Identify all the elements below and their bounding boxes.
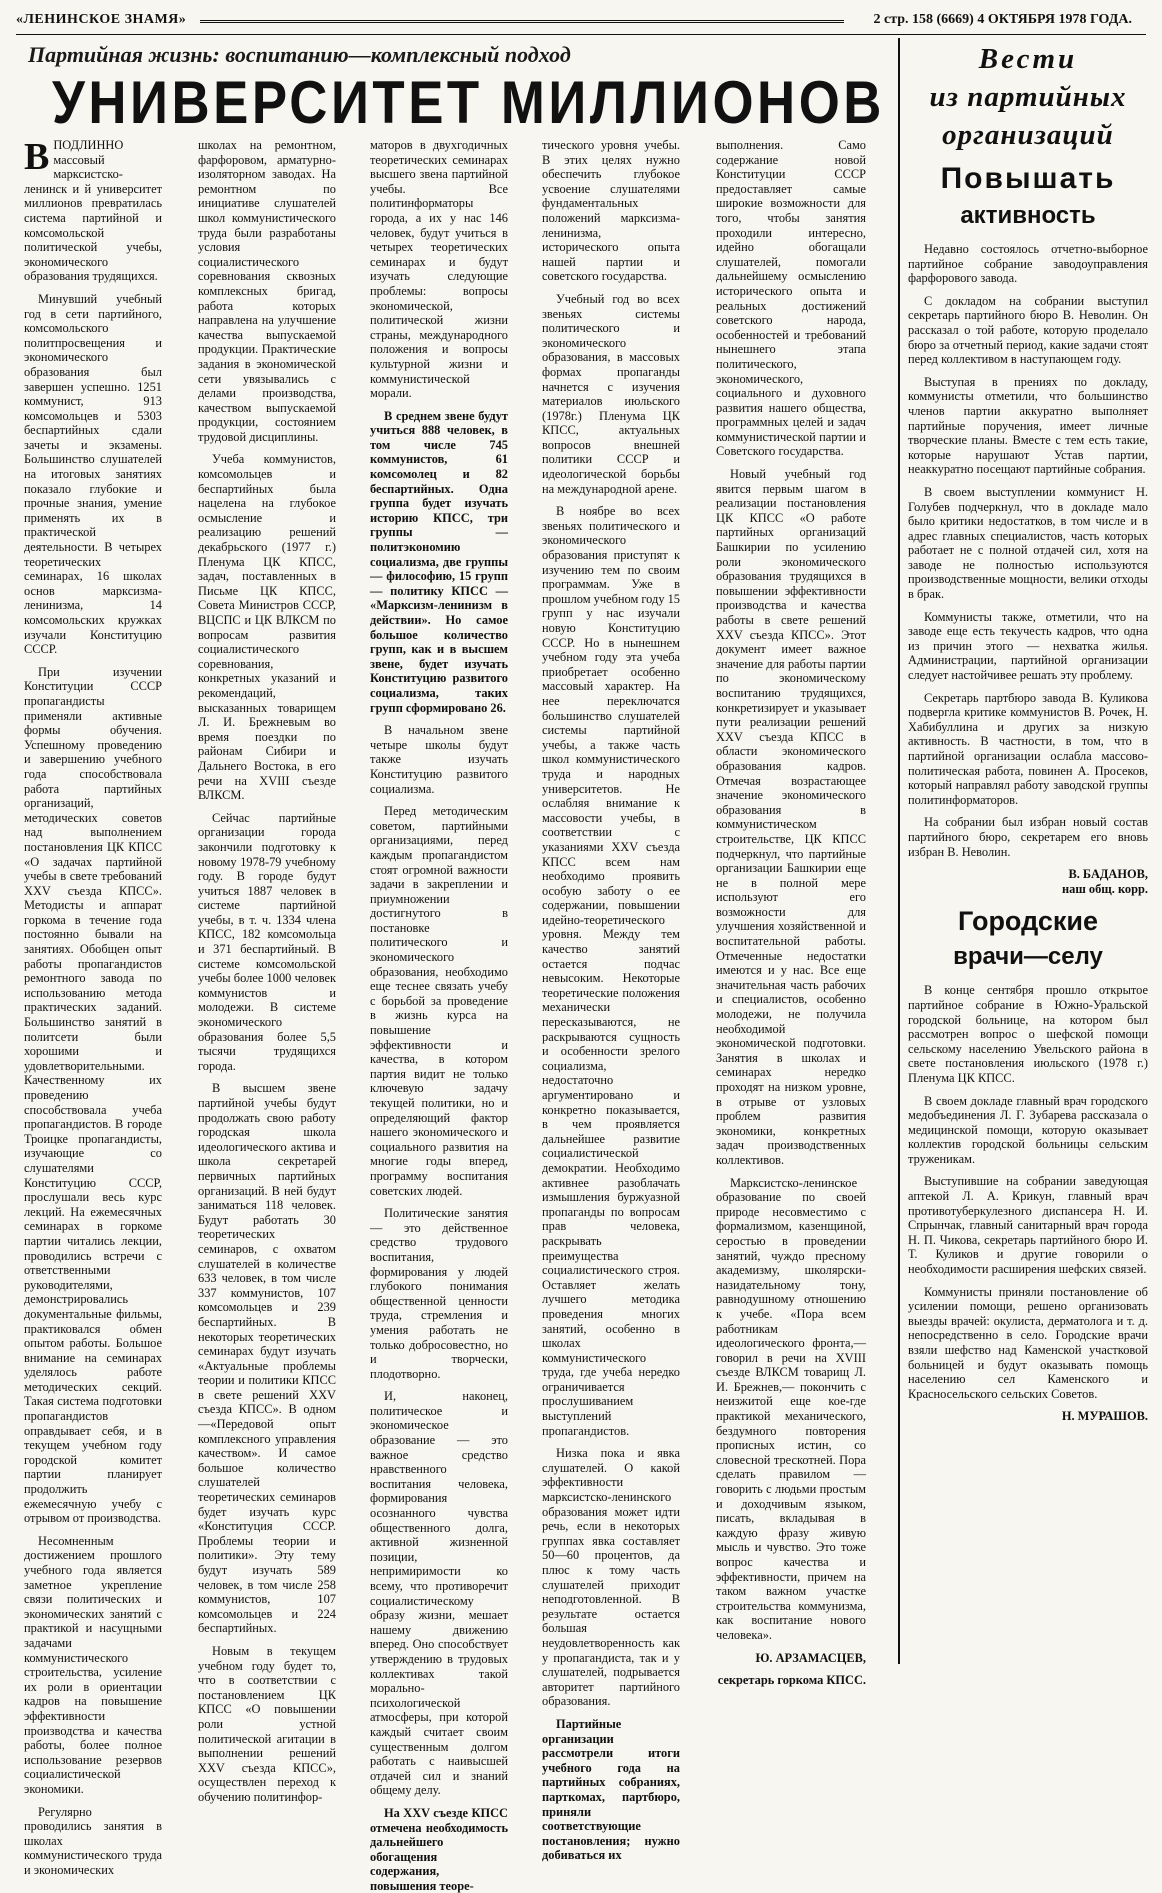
sidebar-heading-line-2: из партийных: [929, 81, 1127, 113]
paragraph: Минувший учебный год в сети партийного, комсомольского политпросвещения и экономического образования был завершен успешно. 1251 коммунист, 913 комсомольцев и 5303 беспартийных сдали зачеты и экзамены. Большинство слушателей на итоговых занятиях показало глубокие и прочные знания, умение применять их в практической деятельности. В четырех теоретических семинарах, 16 школах основ марксизма-ленинизма, 14 комсомольских кружках изучали Конституцию СССР.: [24, 291, 162, 657]
sidebar-heading-line-3: организаций: [942, 119, 1114, 151]
paragraph: При изучении Конституции СССР пропагандисты применяли активные формы обучения. Успешному проведению и завершению учебного года способствовала работа партийных организаций, методических советов над выполнением постановления ЦК КПСС «О задачах партийной учебы в свете требований XXV съезда КПСС». Методисты и аппарат горкома в течение года постоянно бывали на занятиях. Обобщен опыт работы пропагандистов ремонтного завода по использованию метода практических заданий. Большинство занятий в политсети были хорошими и удовлетворительными. Качественному их проведению способствовала учеба пропагандистов. В городе Троицке пропагандисты, изучающие со слушателями Конституцию СССР, прослушали весь курс лекций. На ежемесячных семинарах в горкоме партии читались лекции, проводились встречи с ответственными руководителями, демонстрировались документальные фильмы, практиковался обмен опытом работы. Большое внимание на семинарах уделялось работе методических секций. Такая система подготовки пропагандистов оправдывает себя, и в текущем учебном году городской комитет партии планирует продолжить ежемесячную учебу с отрывом от производства.: [24, 664, 162, 1526]
paragraph: В ноябре во всех звеньях политического и экономического образования приступят к изучению тем по своим программам. Уже в прошлом учебном году 15 групп у нас изучали новую Конституцию СССР. Но в нынешнем учебном году эта учеба приобретает особенно массовый характер. На нее переключатся большинство слушателей системы партийной учебы, а также часть школ коммунистического труда и народных университетов. Не ослабляя внимание к массовости учебы, в соответствии с указаниями XXV съезда КПСС всем нам необходимо проявить особую заботу о ее содержании, повышении идейно-теоретического уровня. Между тем качество занятий остается подчас невысоким. Некоторые теоретические положения механически пересказываются, не раскрываются сущность и особенности зрелого социализма, недостаточно аргументировано и конкретно показывается, в чем проявляется дальнейшее развитие социалистической демократии. Необходимо активнее разоблачать измышления буржуазной пропаганды по вопросам прав человека, раскрывать преимущества социалистического строя. Оставляет желать лучшего методика проведения многих занятий, особенно в школах коммунистического труда, где учеба нередко ограничивается прослушиванием выступлений пропагандистов.: [542, 504, 681, 1438]
paragraph: И, наконец, политическое и экономическое образование — это важное средство нравственного воспитания человека, формирования осознанного чувства общественного долга, активной жизненной позиции, непримиримости ко всему, что противоречит социалистическому образу жизни, мешает нашему движению вперед. Оно способствует утверждению в трудовых коллективах такой морально-психологической атмосферы, при которой каждый считает своим существенным долгом работать с наивысшей отдачей сил и знаний общему делу.: [370, 1389, 508, 1798]
paragraph: Политические занятия — это действенное средство трудового воспитания, формирования у людей глубокого понимания общественной ценности труда, стремления и умения работать не только добросовестно, но и творчески, плодотворно.: [370, 1206, 508, 1381]
article-title: УНИВЕРСИТЕТ МИЛЛИОНОВ: [52, 69, 885, 136]
article-rubric: Партийная жизнь: воспитанию—комплексный подход: [28, 42, 571, 67]
author-name: Ю. АРЗАМАСЦЕВ,: [755, 1650, 866, 1665]
article-2-title-line-2: врачи—селу: [953, 943, 1103, 971]
article-column-2: [198, 138, 336, 1804]
paragraph: Учеба коммунистов, комсомольцев и беспартийных была нацелена на глубокое осмысление и реализацию решений декабрьского (1977 г.) Пленума ЦК КПСС, задач, поставленных в Письме ЦК КПСС, Совета Министров СССР, ВЦСПС и ЦК ВЛКСМ по вопросам развития социалистического соревнования, конкретных указаний и рекомендаций, высказанных товарищем Л. И. Брежневым во время поездки по районам Сибири и Дальнего Востока, в его речи на XVIII съезде ВЛКСМ.: [198, 452, 336, 803]
header-rule: [200, 20, 844, 23]
article-column-1: [24, 136, 162, 1877]
paragraph: Партийные организации рассмотрели итоги учебного года на партийных собраниях, парткомах, партбюро, приняли соответствующие постановления; нужно добиваться их: [542, 1716, 680, 1863]
paragraph: В начальном звене четыре школы будут также изучать Конституцию развитого социализма.: [370, 723, 508, 796]
drop-cap: В: [24, 136, 50, 178]
paragraph: Новый учебный год явится первым шагом в реализации постановления ЦК КПСС «О работе партийных организаций Башкирии по усилению роли экономического образования трудящихся в повышении эффективности производства и качества работы в свете решений XXV съезда КПСС». Этот документ имеет важное значение для работы партии по экономическому воспитанию трудящихся, конкретизирует и указывает пути реализации решений XXV съезда КПСС в области экономического образования кадров. Отмечая возрастающее значение экономического образования в коммунистическом строительстве, ЦК КПСС подчеркнул, что партийные организации Башкирии еще не в полной мере используют его возможности для улучшения хозяйственной и воспитательной работы. Отмеченные недостатки имеются и у нас. Все еще значительная часть рабочих и специалистов, особенно молодежи, не получила необходимой экономической подготовки. Занятия в школах и семинарах нередко проходят на низком уровне, в отрыве от узловых проблем развития экономики, конкретных задач производственных коллективов.: [716, 467, 866, 1167]
issue-info: 2 стр. 158 (6669) 4 ОКТЯБРЯ 1978 ГОДА.: [873, 12, 1132, 27]
article-column-4: [542, 138, 681, 1863]
article-1-title-line-1: Повышать: [940, 162, 1116, 195]
article-2-body: [908, 983, 1148, 1424]
paragraph: В среднем звене будут учиться 888 человек, в том числе 745 коммунистов, 61 комсомолец и 82 беспартийных. Одна группа будет изучать историю КПСС, три группы — политэкономию социализма, две группы — философию, 15 групп — политику КПСС — «Марксизм-ленинизм в действии». Но самое большое количество групп, как и в высшем звене, будет изучать Конституцию развитого социализма, таких групп сформировано 26.: [370, 408, 508, 715]
paragraph: Несомненным достижением прошлого учебного года является заметное укрепление связи политических и экономических занятий с практикой и насущными задачами коммунистического строительства, усиление их роли в ориентации кадров на повышение эффективности производства и качества работы, более полное использование резервов социалистической экономики.: [24, 1533, 162, 1796]
paragraph: На собрании был избран новый состав партийного бюро, секретарем его вновь избран В. Неволин.: [908, 815, 1148, 859]
paragraph: тического уровня учебы. В этих целях нужно обеспечить глубокое усвоение слушателями фундаментальных положений марксизма-ленинизма, исторического опыта нашей партии и советского государства.: [542, 138, 680, 284]
newspaper-header: [0, 0, 1162, 40]
paragraph: Низка пока и явка слушателей. О какой эффективности марксистско-ленинского образования может идти речь, если в некоторых группах явка составляет 50—60 процентов, да плюс к тому часть слушателей приходит неподготовленной. В результате остается большая неудовлетворенность как у пропагандиста, так и у слушателей, подрывается авторитет партийного образования.: [542, 1446, 680, 1709]
article-2-title-line-1: Городские: [957, 906, 1098, 937]
paragraph: Перед методическим советом, партийными организациями, перед каждым пропагандистом стоят огромной важности задачи в закреплении и приумножении достигнутого в постановке политического и экономического образования, необходимо еще теснее связать учебу с борьбой за проведение в жизнь курса на повышение эффективности и качества, в котором партия видит не только ключевую задачу текущей политики, но и определяющий фактор нашего экономического и социального развития на многие годы вперед, программу воспитания советских людей.: [370, 804, 508, 1198]
article-column-5: [716, 138, 866, 1688]
paragraph: В конце сентября прошло открытое партийное собрание в Южно-Уральской городской больнице, на котором был рассмотрен вопрос о шефской помощи сельскому населению Увельского района в свете постановления июльского (1978 г.) Пленума ЦК КПСС.: [908, 983, 1148, 1085]
author-name: Н. МУРАШОВ.: [1061, 1409, 1148, 1424]
paragraph: Секретарь партбюро завода В. Куликова подвергла критике коммунистов В. Рочек, Н. Хабибуллина и других за низкую активность. В частности, в том, что в партийной организации ослабла массово-политическая работа, повинен А. Просеков, который направлял работу заводской группы политинформаторов.: [908, 690, 1148, 807]
paragraph: Недавно состоялось отчетно-выборное партийное собрание заводоуправления фарфорового завода.: [908, 242, 1148, 286]
paragraph: Выступившие на собрании заведующая аптекой Л. А. Крикун, главный врач противотуберкулезного диспансера Н. И. Спрынчак, главный санитарный врач города Н. П. Чикова, секретарь партийного бюро И. Т. Куликов и другие говорили о необходимости расширения шефских связей.: [908, 1174, 1148, 1277]
sidebar-news: [908, 38, 1148, 1664]
paragraph: В своем докладе главный врач городского медобъединения Л. Г. Зубарева рассказала о медицинской помощи, которую оказывает коллектив городской больницы сельским труженикам.: [908, 1093, 1148, 1166]
paragraph: маторов в двухгодичных теоретических семинарах высшего звена партийной учебы. Все политинформаторы города, а их у нас 146 человек, будут учиться в четырех теоретических семинарах и будут изучать следующие проблемы: вопросы экономической, политической жизни страны, международного положения и вопросы культурной жизни и коммунистической морали.: [370, 138, 508, 401]
header-bottom-rule: [16, 34, 1146, 35]
sidebar-heading-line-1: Вести: [978, 43, 1078, 75]
author-title: секретарь горкома КПСС.: [717, 1673, 866, 1688]
author-name: В. БАДАНОВ,: [1068, 867, 1148, 882]
paragraph: В своем выступлении коммунист Н. Голубев подчеркнул, что в докладе мало было критики недостатков, в том числе и в адрес главных специалистов, часть которых работает не с полной отдачей сил, хотя на заводе не полностью используются производственные мощности, велики отходы в брак.: [908, 484, 1148, 602]
paragraph: С докладом на собрании выступил секретарь партийного бюро В. Неволин. Он рассказал о той работе, которую проделало бюро за отчетный период, какие задачи стоят перед коллективом в наступающем году.: [908, 293, 1148, 367]
article-1-body: [908, 242, 1148, 896]
paragraph: На XXV съезде КПСС отмечена необходимость дальнейшего обогащения содержания, повышения теоре-: [370, 1805, 508, 1893]
author-title: наш общ. корр.: [1062, 881, 1148, 896]
paragraph: Коммунисты приняли постановление об усилении помощи, решено организовать выезды врачей: окулиста, дерматолога и т. д. непосредственно в село. Городские врачи взяли шефство над Каменской участковой больницей и будут оказывать помощь населению сел Каменского и Красносельского сельских Советов.: [908, 1284, 1148, 1401]
paragraph: В высшем звене партийной учебы будут продолжать свою работу городская школа идеологического актива и школа секретарей первичных партийных организаций. В ней будут заниматься 118 человек. Будут работать 30 теоретических семинаров, с охватом слушателей в количестве 633 человек, в том числе 337 коммунистов, 107 комсомольцев и 239 беспартийных. В некоторых теоретических семинарах будут изучать «Актуальные проблемы теории и политики КПСС в свете решений XXV съезда КПСС». В одном—«Передовой опыт комплексного управления качеством». И самое большое количество слушателей теоретических семинаров будет изучать курс «Конституция СССР. Проблемы теории и политики». Эту тему будут изучать 589 человек, в том числе 258 коммунистов, 107 комсомольцев и 224 беспартийных.: [198, 1081, 336, 1636]
paragraph: Марксистско-ленинское образование по своей природе несовместимо с формализмом, казенщиной, серостью в проведении занятий, чуждо пресному академизму, школярски-назидательному тону, равнодушному отношению к учебе. «Пора всем работникам идеологического фронта,— говорил в речи на XVIII съезде ВЛКСМ товарищ Л. И. Брежнев,— покончить с неизжитой еще кое-где практикой механического, бездумного повторения прописных истин, со словесной трескотней. Пора сделать правилом — говорить с людьми простым и доходчивым языком, писать, вкладывая в каждую фразу живую мысль и чувство. Это тоже вопрос качества и эффективности, причем на таком важном участке строительства коммунизма, как воспитание нового человека».: [716, 1175, 866, 1642]
paragraph: выполнения. Само содержание новой Конституции СССР предоставляет самые широкие возможности для того, чтобы занятия проходили интересно, идейно обогащали слушателей, помогали дальнейшему осмыслению исторического опыта и реальных достижений советского народа, особенностей и требований нынешнего этапа политического, экономического, социального и духовного развития нашего общества, программных целей и задач коммунистической партии и Советского государства.: [716, 138, 866, 459]
main-article: [16, 38, 896, 1893]
paragraph: Выступая в прениях по докладу, коммунисты отметили, что большинство членов партии аккуратно выполняет партийные поручения, имеет личные творческие планы. Вместе с тем есть такие, которые нарушают Устав партии, неаккуратно посещают партийные собрания.: [908, 374, 1148, 477]
article-column-3: [370, 138, 508, 1893]
sidebar-divider: [898, 38, 900, 1664]
paragraph: школах на ремонтном, фарфоровом, арматурно-изоляторном заводах. На ремонтном по инициативе слушателей школ коммунистического труда были разработаны условия социалистического соревнования сквозных комплексных бригад, работа которых направлена на улучшение качества выпускаемой продукции. Практические задания в экономической сети увязывались с делами производства, качеством выпускаемой продукции, состоянием трудовой дисциплины.: [198, 138, 336, 444]
paragraph: ВПОДЛИННО массовый марксистско-ленинск и й университет миллионов превратилась система партийной и комсомольской политической учебы, экономического образования трудящихся.: [24, 136, 162, 284]
newspaper-name: «ЛЕНИНСКОЕ ЗНАМЯ»: [16, 12, 187, 27]
paragraph: Новым в текущем учебном году будет то, что в соответствии с постановлением ЦК КПСС «О повышении роли устной политической агитации в выполнении решений XXV съезда КПСС», осуществлен переход к обучению политинфор-: [198, 1643, 336, 1804]
article-columns: [16, 136, 896, 1893]
paragraph: Сейчас партийные организации города закончили подготовку к новому 1978-79 учебному году. В городе будут учиться 1887 человек в системе партийной учебы, в т. ч. 1334 члена КПСС, 182 комсомольца и 371 беспартийный. В системе комсомольской учебы более 1000 человек коммунистов и молодежи. В системе экономического образования более 5,5 тысячи трудящихся города.: [198, 810, 336, 1073]
paragraph: Коммунисты также, отметили, что на заводе еще есть текучесть кадров, что одна из причин этого — нехватка жилья. Администрации, партийной организации следует настойчивее решать эту проблему.: [908, 609, 1148, 683]
paragraph: Учебный год во всех звеньях системы политического и экономического образования, в массовых формах пропаганды начнется с изучения материалов июльского (1978г.) Пленума ЦК КПСС, актуальных вопросов внешней политики СССР и идеологической борьбы на международной арене.: [542, 291, 680, 496]
paragraph: Регулярно проводились занятия в школах коммунистического труда и экономических: [24, 1804, 162, 1877]
article-1-title-line-2: активность: [960, 202, 1096, 229]
